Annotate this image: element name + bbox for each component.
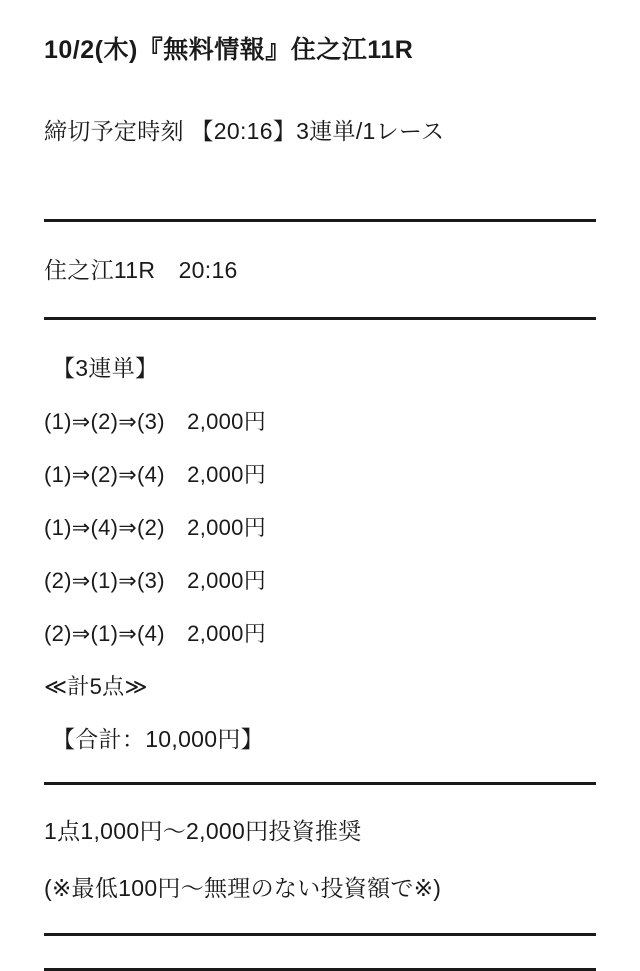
- bet-list: [44, 405, 596, 648]
- bet-combination: (1)⇒(2)⇒(4): [44, 461, 165, 487]
- bet-amount: 2,000円: [187, 408, 267, 434]
- list-item: [44, 617, 596, 648]
- list-item: [44, 511, 596, 542]
- divider-under-venue: [44, 317, 596, 320]
- bet-type-heading: 【3連単】: [52, 354, 159, 381]
- deadline-text: 締切予定時刻 【20:16】3連単/1レース: [44, 117, 445, 144]
- bet-amount: 2,000円: [187, 620, 267, 646]
- list-item: [44, 458, 596, 489]
- investment-caution-text: (※最低100円〜無理のない投資額で※): [44, 874, 442, 901]
- bet-combination: (2)⇒(1)⇒(3): [44, 567, 165, 593]
- divider-bottom-1: [44, 933, 596, 936]
- divider-bottom-2: [44, 968, 596, 971]
- list-item: [44, 564, 596, 595]
- divider-under-total: [44, 782, 596, 785]
- bet-combination: (1)⇒(4)⇒(2): [44, 514, 165, 540]
- page-title: 10/2(木)『無料情報』住之江11R: [44, 36, 414, 64]
- bet-amount: 2,000円: [187, 461, 267, 487]
- bet-combination: (1)⇒(2)⇒(3): [44, 408, 165, 434]
- list-item: [44, 405, 596, 436]
- investment-recommendation-text: 1点1,000円〜2,000円投資推奨: [44, 817, 362, 844]
- bet-combination: (2)⇒(1)⇒(4): [44, 620, 165, 646]
- bet-amount: 2,000円: [187, 514, 267, 540]
- bet-amount: 2,000円: [187, 567, 267, 593]
- total-amount-text: 【合計：10,000円】: [52, 725, 264, 752]
- point-count-text: ≪計5点≫: [44, 673, 148, 699]
- divider-top: [44, 219, 596, 222]
- venue-race-text: 住之江11R 20:16: [44, 256, 238, 283]
